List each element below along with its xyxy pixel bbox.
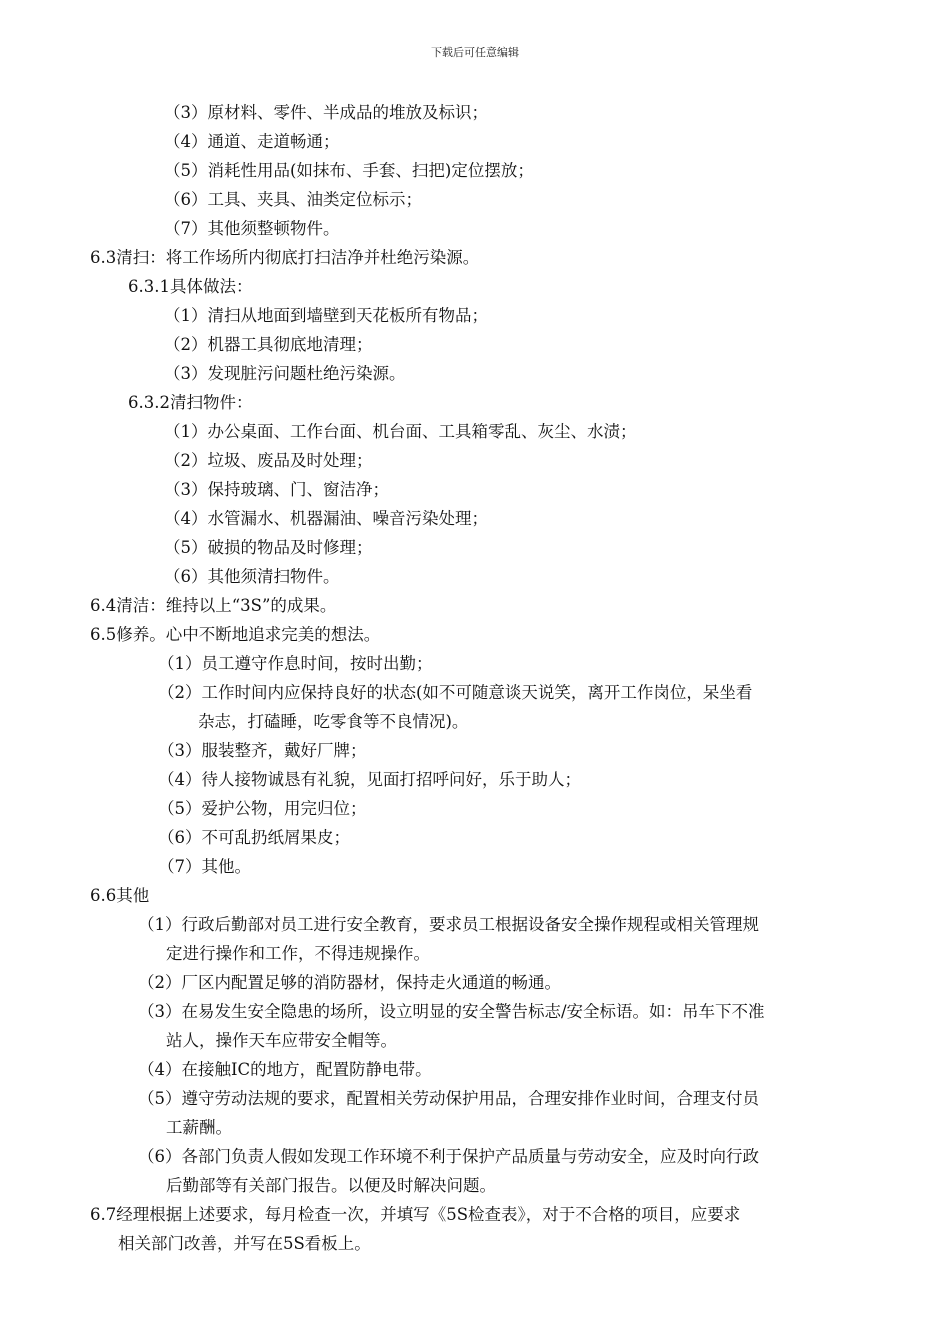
- list-item-continuation: 站人，操作天车应带安全帽等。: [166, 1031, 397, 1050]
- section-heading: 6.6其他: [90, 886, 150, 905]
- section-heading: 6.4清洁：维持以上“3S”的成果。: [90, 596, 337, 615]
- list-item: （2）工作时间内应保持良好的状态(如不可随意谈天说笑，离开工作岗位，呆坐看: [158, 683, 753, 702]
- list-item: （1）员工遵守作息时间，按时出勤；: [158, 654, 433, 673]
- section-heading: 6.3清扫：将工作场所内彻底打扫洁净并杜绝污染源。: [90, 248, 480, 267]
- list-item: （6）各部门负责人假如发现工作环境不利于保护产品质量与劳动安全，应及时向行政: [138, 1147, 759, 1166]
- list-item: （5）破损的物品及时修理；: [164, 538, 373, 557]
- subsection-heading: 6.3.2清扫物件：: [128, 393, 253, 412]
- list-item: （1）办公桌面、工作台面、机台面、工具箱零乱、灰尘、水渍；: [164, 422, 637, 441]
- list-item: （2）垃圾、废品及时处理；: [164, 451, 373, 470]
- section-continuation: 相关部门改善，并写在5S看板上。: [118, 1234, 371, 1253]
- list-item: （5）消耗性用品(如抹布、手套、扫把)定位摆放；: [164, 161, 534, 180]
- list-item: （3）在易发生安全隐患的场所，设立明显的安全警告标志/安全标语。如：吊车下不准: [138, 1002, 765, 1021]
- list-item: （6）工具、夹具、油类定位标示；: [164, 190, 422, 209]
- list-item: （3）服装整齐，戴好厂牌；: [158, 741, 367, 760]
- list-item: （4）通道、走道畅通；: [164, 132, 340, 151]
- list-item: （3）保持玻璃、门、窗洁净；: [164, 480, 389, 499]
- list-item-continuation: 后勤部等有关部门报告。以便及时解决问题。: [166, 1176, 496, 1195]
- list-item: （2）机器工具彻底地清理；: [164, 335, 373, 354]
- section-heading: 6.7经理根据上述要求，每月检查一次，并填写《5S检查表》，对于不合格的项目，应要求: [90, 1205, 741, 1224]
- list-item-continuation: 定进行操作和工作，不得违规操作。: [166, 944, 430, 963]
- list-item: （4）水管漏水、机器漏油、噪音污染处理；: [164, 509, 488, 528]
- list-item: （6）其他须清扫物件。: [164, 567, 340, 586]
- list-item: （5）遵守劳动法规的要求，配置相关劳动保护用品，合理安排作业时间，合理支付员: [138, 1089, 759, 1108]
- list-item: （5）爱护公物，用完归位；: [158, 799, 367, 818]
- list-item: （3）原材料、零件、半成品的堆放及标识；: [164, 103, 488, 122]
- list-item: （6）不可乱扔纸屑果皮；: [158, 828, 350, 847]
- list-item: （7）其他须整顿物件。: [164, 219, 340, 238]
- list-item-continuation: 杂志，打磕睡，吃零食等不良情况)。: [198, 712, 469, 731]
- list-item-continuation: 工薪酬。: [166, 1118, 232, 1137]
- list-item: （7）其他。: [158, 857, 251, 876]
- list-item: （1）清扫从地面到墙壁到天花板所有物品；: [164, 306, 488, 325]
- section-heading: 6.5修养。心中不断地追求完美的想法。: [90, 625, 381, 644]
- list-item: （1）行政后勤部对员工进行安全教育，要求员工根据设备安全操作规程或相关管理规: [138, 915, 759, 934]
- document-body: [0, 98, 950, 1258]
- subsection-heading: 6.3.1具体做法：: [128, 277, 253, 296]
- list-item: （4）在接触IC的地方，配置防静电带。: [138, 1060, 432, 1079]
- list-item: （4）待人接物诚恳有礼貌，见面打招呼问好，乐于助人；: [158, 770, 581, 789]
- list-item: （3）发现脏污问题杜绝污染源。: [164, 364, 406, 383]
- list-item: （2）厂区内配置足够的消防器材，保持走火通道的畅通。: [138, 973, 561, 992]
- page-header: 下载后可任意编辑: [431, 46, 519, 59]
